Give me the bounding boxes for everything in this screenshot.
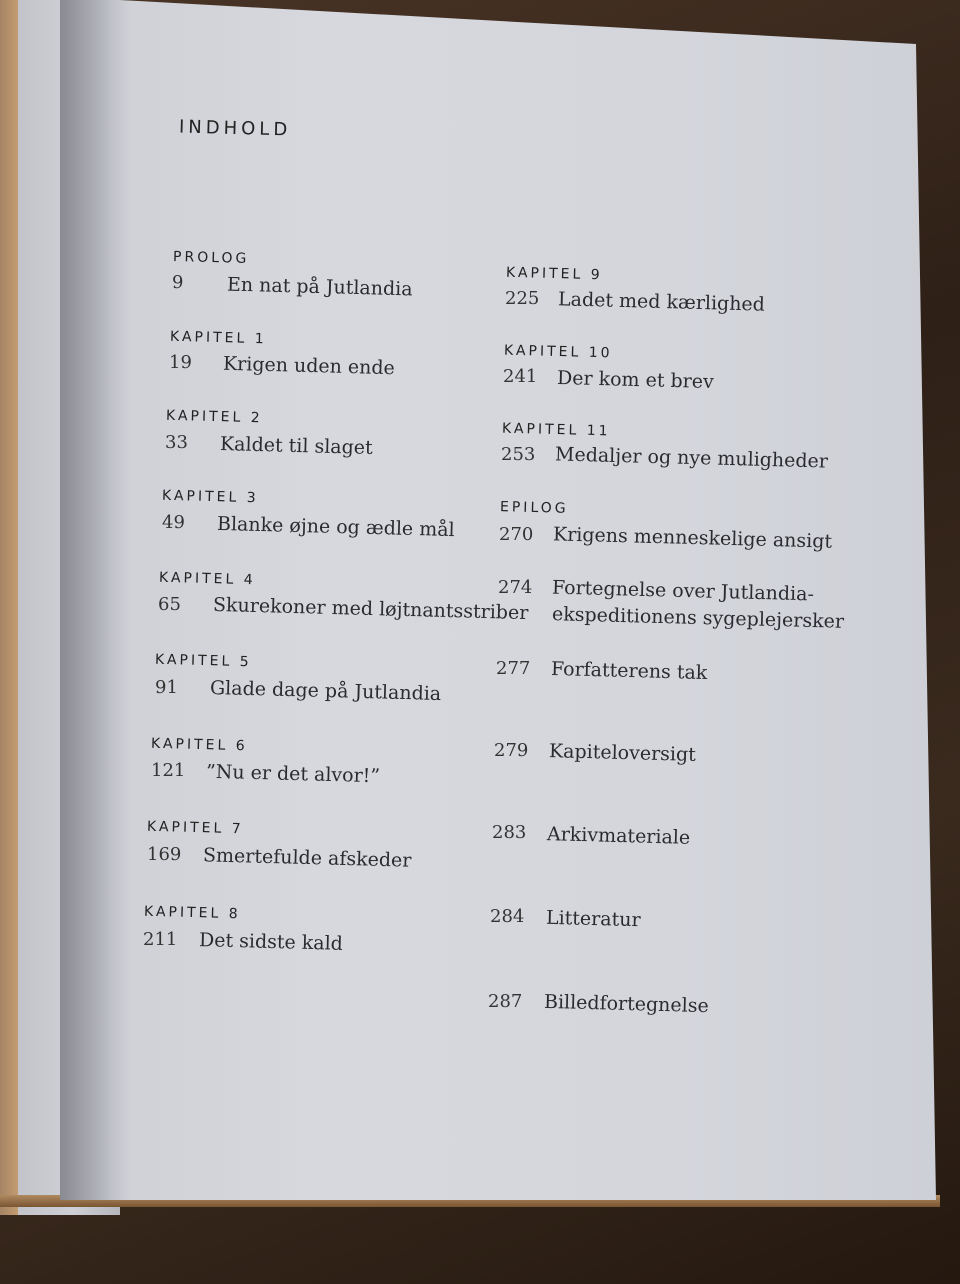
contents-heading: INDHOLD (178, 116, 292, 141)
entry-label: KAPITEL 9 (505, 264, 603, 284)
entry-label: KAPITEL 1 (169, 328, 267, 348)
entry-title: Kapiteloversigt (548, 740, 697, 766)
entry-title: En nat på Jutlandia (226, 273, 413, 301)
entry-title: Arkivmateriale (546, 823, 691, 849)
entry-label: PROLOG (172, 249, 250, 267)
entry-title: Medaljer og nye muligheder (554, 443, 829, 473)
entry-page: 270 (499, 524, 534, 545)
entry-page: 287 (488, 991, 523, 1012)
entry-title-continued: ekspeditionens sygeplejersker (551, 603, 845, 633)
entry-page: 225 (505, 288, 540, 309)
entry-label: KAPITEL 10 (503, 342, 613, 362)
entry-title: Billedfortegnelse (543, 990, 710, 1018)
entry-title: Glade dage på Jutlandia (209, 676, 442, 706)
entry-page: 253 (501, 444, 536, 465)
entry-label: KAPITEL 3 (161, 487, 259, 507)
entry-page: 65 (158, 594, 181, 615)
entry-page: 49 (162, 512, 185, 533)
entry-page: 121 (151, 760, 186, 781)
entry-label: EPILOG (499, 499, 569, 517)
entry-label: KAPITEL 2 (165, 407, 263, 427)
entry-title: Krigen uden ende (222, 352, 396, 380)
entry-page: 283 (492, 822, 527, 843)
entry-page: 169 (147, 844, 182, 865)
entry-page: 19 (169, 352, 192, 373)
entry-label: KAPITEL 11 (501, 420, 611, 440)
entry-page: 274 (498, 577, 533, 598)
entry-title: Litteratur (545, 906, 641, 932)
entry-label: KAPITEL 4 (158, 569, 256, 589)
entry-label: KAPITEL 5 (154, 651, 252, 671)
entry-title: ”Nu er det alvor!” (205, 760, 381, 788)
entry-title: Skurekoner med løjtnantsstriber (212, 593, 529, 625)
entry-title: Forfatterens tak (550, 657, 708, 685)
entry-page: 284 (490, 906, 525, 927)
entry-page: 241 (503, 366, 538, 387)
entry-label: KAPITEL 7 (146, 818, 244, 838)
entry-title: Kaldet til slaget (219, 433, 373, 459)
entry-title: Fortegnelse over Jutlandia- (551, 576, 815, 606)
entry-page: 33 (165, 432, 188, 453)
entry-title: Der kom et brev (556, 366, 715, 394)
entry-page: 211 (143, 929, 178, 950)
entry-page: 91 (155, 677, 178, 698)
entry-label: KAPITEL 8 (143, 903, 241, 923)
entry-page: 277 (496, 658, 531, 679)
entry-label: KAPITEL 6 (150, 735, 248, 755)
entry-title: Krigens menneskelige ansigt (552, 523, 833, 553)
entry-title: Ladet med kærlighed (557, 288, 766, 316)
entry-title: Blanke øjne og ædle mål (216, 512, 455, 542)
entry-title: Det sidste kald (198, 929, 344, 955)
entry-page: 279 (494, 740, 529, 761)
entry-title: Smertefulde afskeder (202, 844, 412, 872)
entry-page: 9 (172, 272, 184, 293)
